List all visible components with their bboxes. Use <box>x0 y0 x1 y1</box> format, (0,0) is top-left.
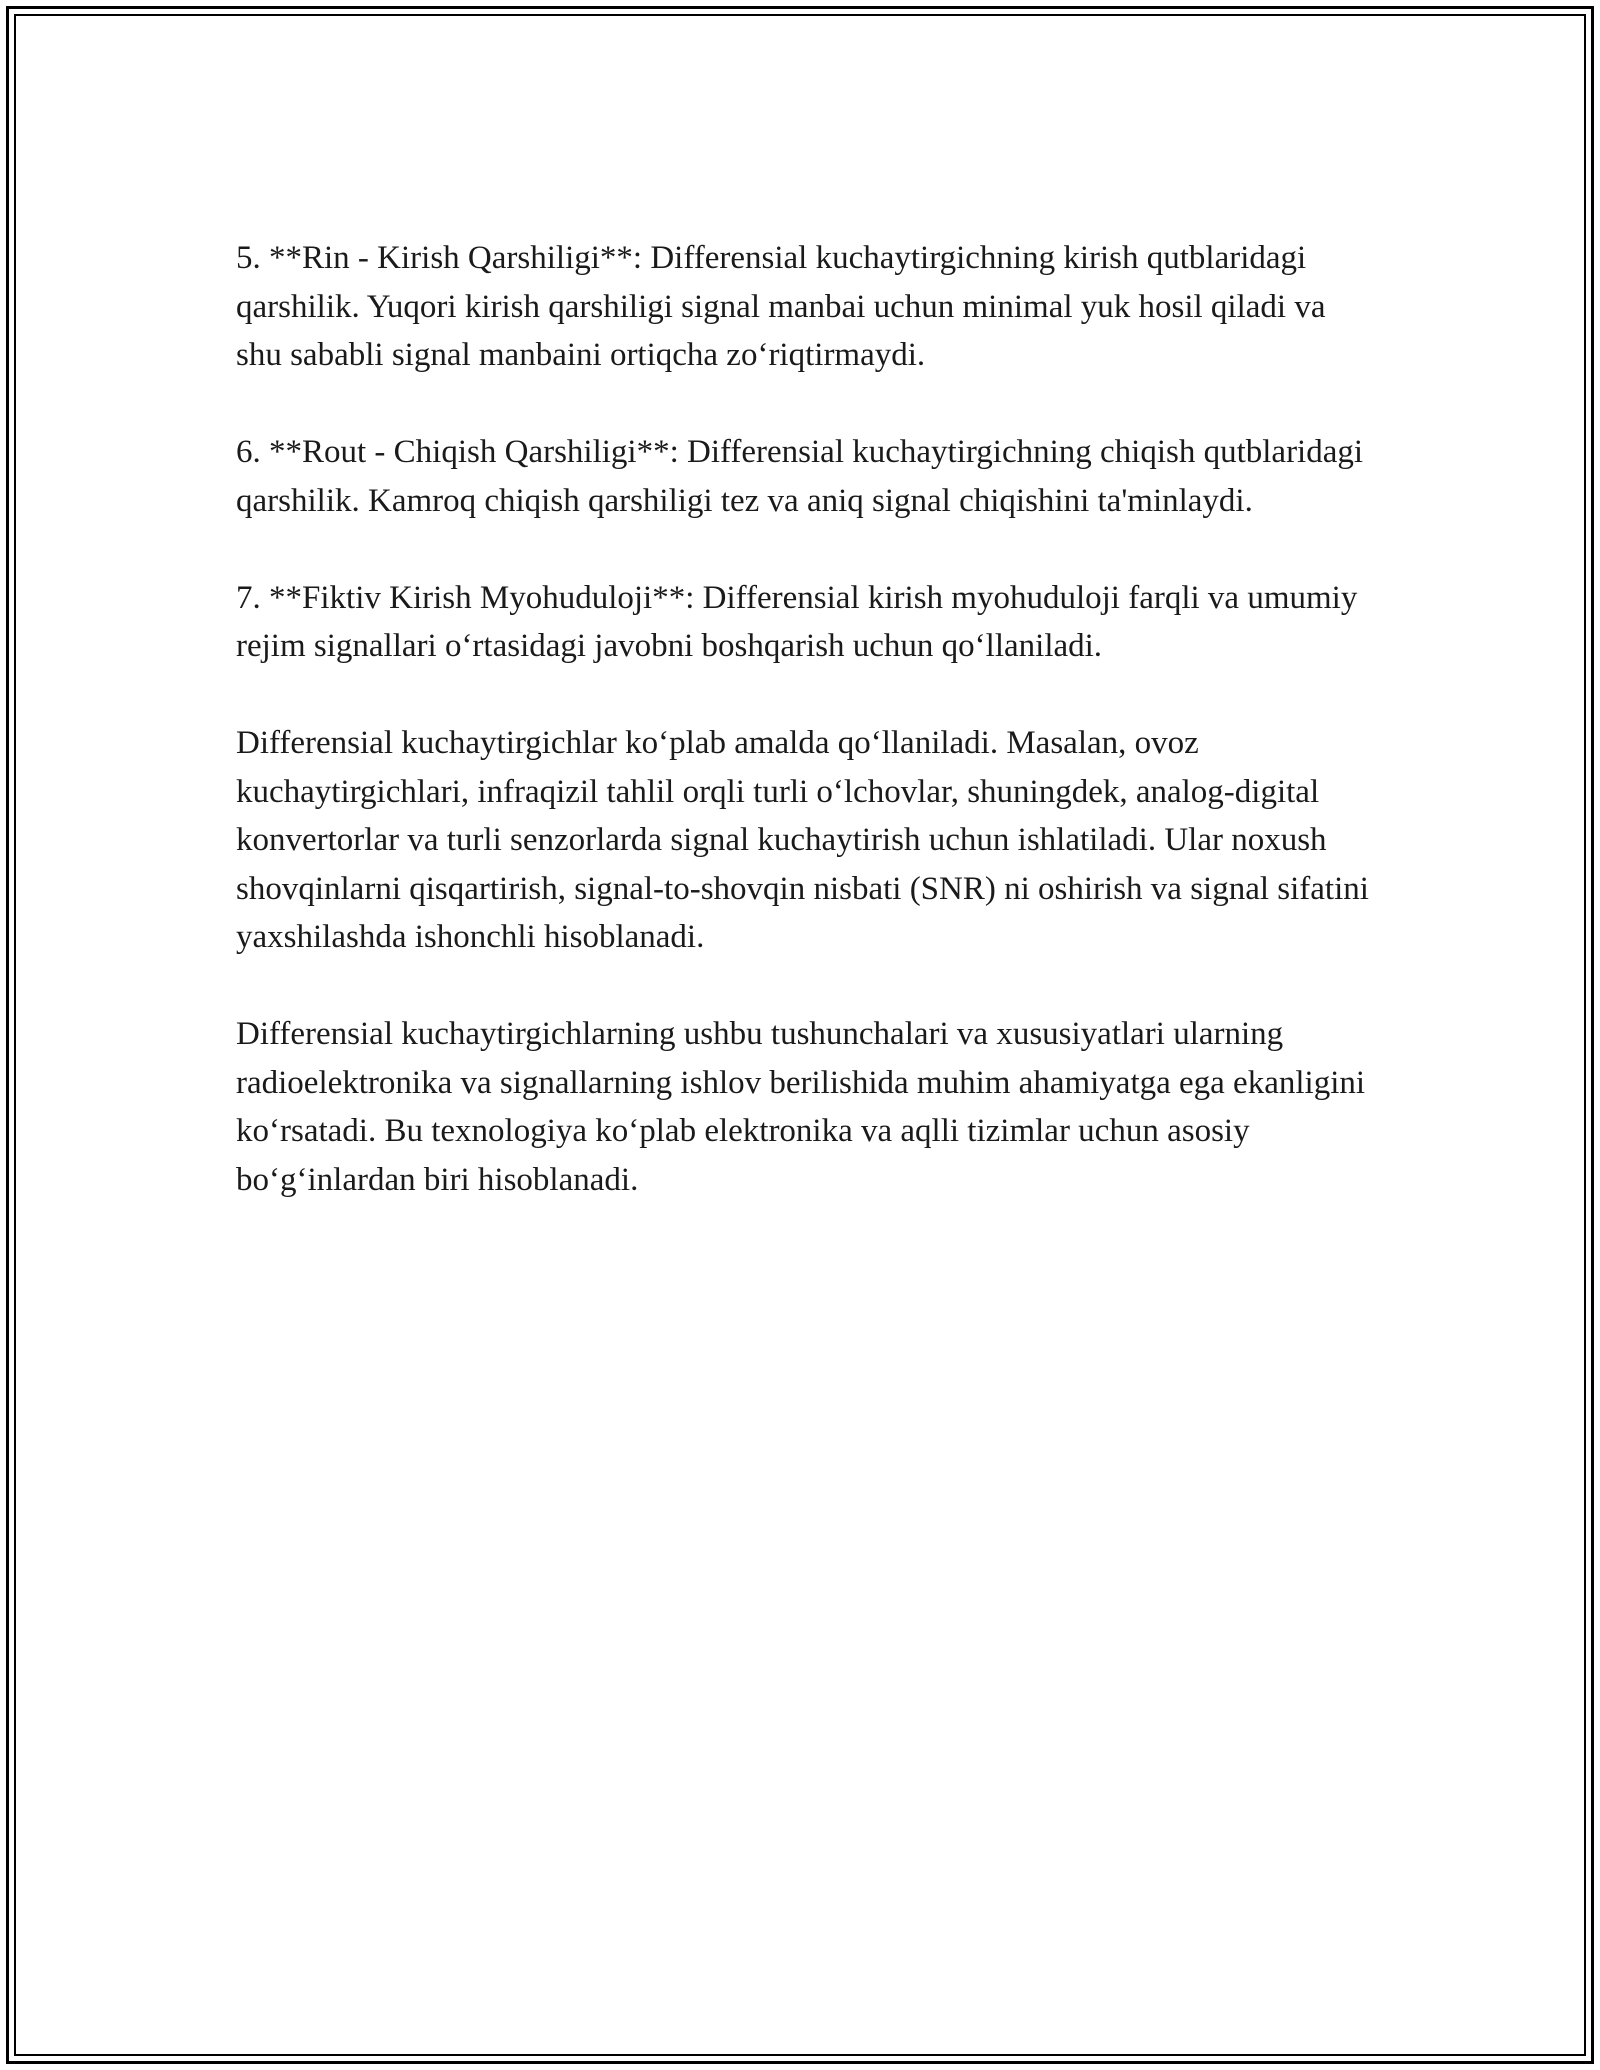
paragraph-fiktiv: 7. **Fiktiv Kirish Myohuduloji**: Differensial kirish myohuduloji farqli va umumiy rejim signallari o‘rtasidagi javobni boshqarish uchun qo‘llaniladi. <box>236 579 1358 664</box>
paragraph-conclusion: Differensial kuchaytirgichlarning ushbu tushunchalari va xususiyatlari ularning radioelektronika va signallarning ishlov berilishida muhim ahamiyatga ega ekanligini ko‘rsatadi. Bu texnologiya ko‘plab elektronika va aqlli tizimlar uchun asosiy bo‘g‘inlardan biri hisoblanadi. <box>236 1016 1366 1198</box>
paragraph-rin: 5. **Rin - Kirish Qarshiligi**: Differensial kuchaytirgichning kirish qutblaridagi qarshilik. Yuqori kirish qarshiligi signal manbai uchun minimal yuk hosil qiladi va shu sababli signal manbaini ortiqcha zo‘riqtirmaydi. <box>236 240 1326 373</box>
paragraph-applications: Differensial kuchaytirgichlar ko‘plab amalda qo‘llaniladi. Masalan, ovoz kuchaytirgichlari, infraqizil tahlil orqli turli o‘lchovlar, shuningdek, analog-digital konvertorlar va turli senzorlarda signal kuchaytirish uchun ishlatiladi. Ular noxush shovqinlarni qisqartirish, signal-to-shovqin nisbati (SNR) ni oshirish va signal sifatini yaxshilashda ishonchli hisoblanadi. <box>236 725 1369 955</box>
paragraph-rout: 6. **Rout - Chiqish Qarshiligi**: Differensial kuchaytirgichning chiqish qutblaridagi qarshilik. Kamroq chiqish qarshiligi tez va aniq signal chiqishini ta'minlaydi. <box>236 434 1364 519</box>
document-body <box>236 234 1376 1253</box>
